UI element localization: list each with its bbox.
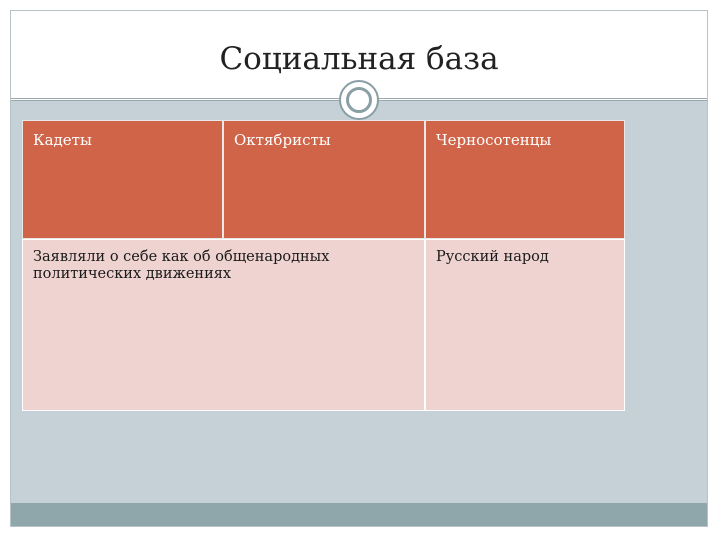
- slide-title: Социальная база: [219, 41, 499, 77]
- header-cell-oktyabristy: Октябристы: [223, 120, 425, 239]
- header-cell-kadety: Кадеты: [22, 120, 223, 239]
- social-base-table: [22, 120, 625, 411]
- circle-ornament-icon: [339, 80, 379, 120]
- footer-bar: [11, 503, 707, 526]
- table-cell-kadety-oktyabristy: Заявляли о себе как об общенародных политических движениях: [22, 239, 425, 411]
- table-cell-chernosotentsy: Русский народ: [425, 239, 625, 411]
- header-cell-chernosotentsy: Черносотенцы: [425, 120, 625, 239]
